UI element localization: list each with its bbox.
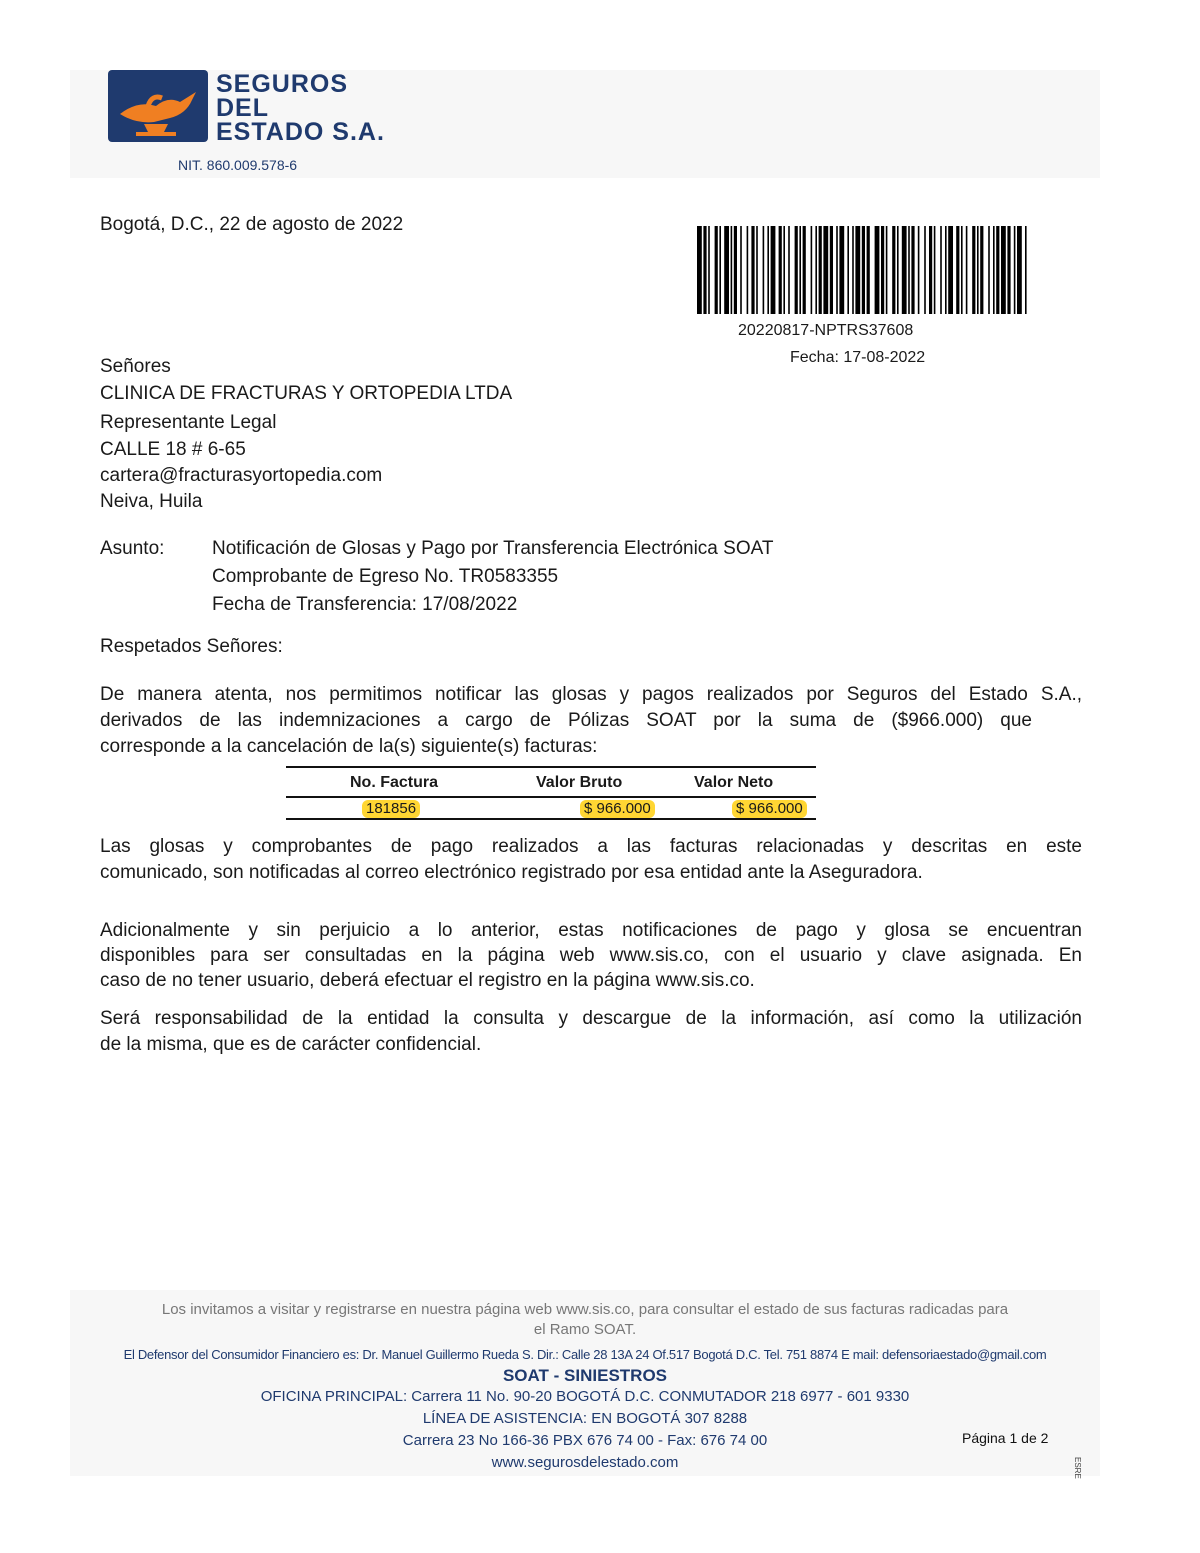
recipient-address: CALLE 18 # 6-65 [100,439,246,460]
barcode-bar [924,226,926,314]
barcode-bar [862,226,865,314]
genie-lamp-icon [108,70,208,142]
barcode-bar [779,226,782,314]
barcode-bar [1001,226,1006,314]
barcode-bar [867,226,870,314]
footer-invite [70,1300,1100,1340]
barcode-bar [719,226,721,314]
paragraph-2-line2: comunicado, son notificadas al correo electrónico registrado por esa entidad ante la Aseguradora. [100,862,923,883]
paragraph-3-line1: Adicionalmente y sin perjuicio a lo anterior, estas notificaciones de pago y glosa se encuentran [100,920,1082,941]
barcode-bar [771,226,776,314]
table-header-valor-neto: Valor Neto [694,774,774,791]
barcode-bar [830,226,833,314]
table-cell-valor-bruto: $ 966.000 [580,800,655,818]
barcode-bar [908,226,910,314]
barcode-bar [715,226,718,314]
barcode-bar [972,226,975,314]
barcode-bar [988,226,990,314]
barcode-bar [911,226,914,314]
paragraph-1-line2: derivados de las indemnizaciones a cargo de Pólizas SOAT por la suma de ($966.000) que [100,710,1032,731]
barcode-bar [961,226,963,314]
table-rule-bottom [286,818,816,820]
barcode-bar [993,226,995,314]
barcode-bar [875,226,880,314]
barcode-bar [902,226,907,314]
barcode-bar [852,226,854,314]
barcode-bar [819,226,822,314]
barcode-bar [751,226,754,314]
barcode-bar [996,226,999,314]
barcode-bar [897,226,899,314]
barcode-bar [795,226,798,314]
side-code: ESRE [1073,1457,1082,1479]
barcode-bar [783,226,785,314]
recipient-salutation: Señores [100,356,171,377]
barcode-bar [734,226,737,314]
paragraph-1-line1: De manera atenta, nos permitimos notificar las glosas y pagos realizados por Seguros del Estado S.A., [100,684,1082,705]
logo-text-line3: ESTADO S.A. [216,118,385,146]
footer-defensor: El Defensor del Consumidor Financiero es: Dr. Manuel Guillermo Rueda S. Dir.: Calle 28 13A 24 Of.517 Bogotá D.C. Tel. 751 8874 E mail: defensoriaestado@gmail.com [123,1347,1047,1362]
paragraph-4-line2: de la misma, que es de carácter confidencial. [100,1034,482,1055]
table-cell-factura: 181856 [362,800,420,818]
barcode-bar [945,226,947,314]
barcode-bar [839,226,844,314]
table-header-factura: No. Factura [350,774,439,791]
table-rule-mid [286,796,816,798]
barcode-bar [811,226,813,314]
barcode-icon [697,226,1027,314]
recipient-city: Neiva, Huila [100,491,203,512]
table-cell-valor-neto: $ 966.000 [732,800,807,818]
barcode-bar [836,226,838,314]
paragraph-4-line1: Será responsabilidad de la entidad la consulta y descargue de la información, así como la utilización [100,1008,1082,1029]
subject-line1: Notificación de Glosas y Pago por Transferencia Electrónica SOAT [212,538,774,559]
footer-invite-line1: Los invitamos a visitar y registrarse en nuestra página web www.sis.co, para consultar el estado de sus facturas radicadas para [161,1301,1009,1318]
barcode-bar [948,226,953,314]
barcode-bar [1025,226,1027,314]
barcode-bar [767,226,769,314]
barcode-bar [934,226,936,314]
logo-text-line1: SEGUROS [216,70,349,98]
paragraph-1-line3: corresponde a la cancelación de la(s) siguiente(s) facturas: [100,736,598,757]
footer-website-link[interactable]: www.segurosdelestado.com [491,1454,679,1471]
barcode-bar [918,226,920,314]
footer-invite-line2: el Ramo SOAT. [533,1321,637,1338]
page-number: Página 1 de 2 [962,1430,1049,1446]
barcode-bar [940,226,942,314]
footer-assistance-line: LÍNEA DE ASISTENCIA: EN BOGOTÁ 307 8288 [422,1410,748,1427]
paragraph-3-line2: disponibles para ser consultadas en la página web www.sis.co, con el usuario y clave asignada. En [100,945,1082,966]
footer-address: Carrera 23 No 166-36 PBX 676 74 00 - Fax: 676 74 00 [402,1432,768,1449]
barcode-bar [956,226,959,314]
barcode-bar [929,226,932,314]
barcode-date: Fecha: 17-08-2022 [790,349,926,366]
barcode-bar [703,226,706,314]
recipient-role: Representante Legal [100,412,277,433]
barcode-bar [740,226,742,314]
barcode-bar [731,226,733,314]
paragraph-3-line3: caso de no tener usuario, deberá efectuar el registro en la página www.sis.co. [100,970,755,991]
barcode-bar [980,226,983,314]
barcode-bar [815,226,817,314]
paragraph-2-line1: Las glosas y comprobantes de pago realizados a las facturas relacionadas y descritas en este [100,836,1082,857]
barcode-bar [1017,226,1022,314]
barcode-bar [763,226,765,314]
barcode-bar [977,226,979,314]
barcode-bar [788,226,790,314]
barcode-number: 20220817-NPTRS37608 [738,322,914,339]
barcode-bar [803,226,806,314]
barcode-bar [708,226,710,314]
barcode-bar [756,226,758,314]
barcode-bar [881,226,884,314]
barcode-bar [799,226,801,314]
barcode-bar [886,226,888,314]
barcode-bar [847,226,849,314]
barcode-bar [697,226,702,314]
logo-nit: NIT. 860.009.578-6 [178,157,298,173]
barcode-bar [855,226,860,314]
table-rule-top [286,766,816,768]
recipient-company: CLINICA DE FRACTURAS Y ORTOPEDIA LTDA [100,383,513,404]
footer-soat-title: SOAT - SINIESTROS [502,1366,668,1385]
subject-line3: Fecha de Transferencia: 17/08/2022 [212,594,518,615]
recipient-email: cartera@fracturasyortopedia.com [100,465,383,486]
barcode-bar [892,226,895,314]
logo-text-line2: DEL [216,94,269,122]
barcode-bar [724,226,729,314]
barcode-bar [823,226,828,314]
table-header-valor-bruto: Valor Bruto [536,774,623,791]
footer-office: OFICINA PRINCIPAL: Carrera 11 No. 90-20 BOGOTÁ D.C. CONMUTADOR 218 6977 - 601 9330 [260,1388,910,1405]
greeting: Respetados Señores: [100,636,283,657]
place-date: Bogotá, D.C., 22 de agosto de 2022 [100,214,404,235]
barcode-bar [1007,226,1010,314]
subject-label: Asunto: [100,538,165,559]
subject-line2: Comprobante de Egreso No. TR0583355 [212,566,559,587]
barcode-bar [747,226,749,314]
barcode-bar [966,226,968,314]
barcode-bar [1014,226,1016,314]
